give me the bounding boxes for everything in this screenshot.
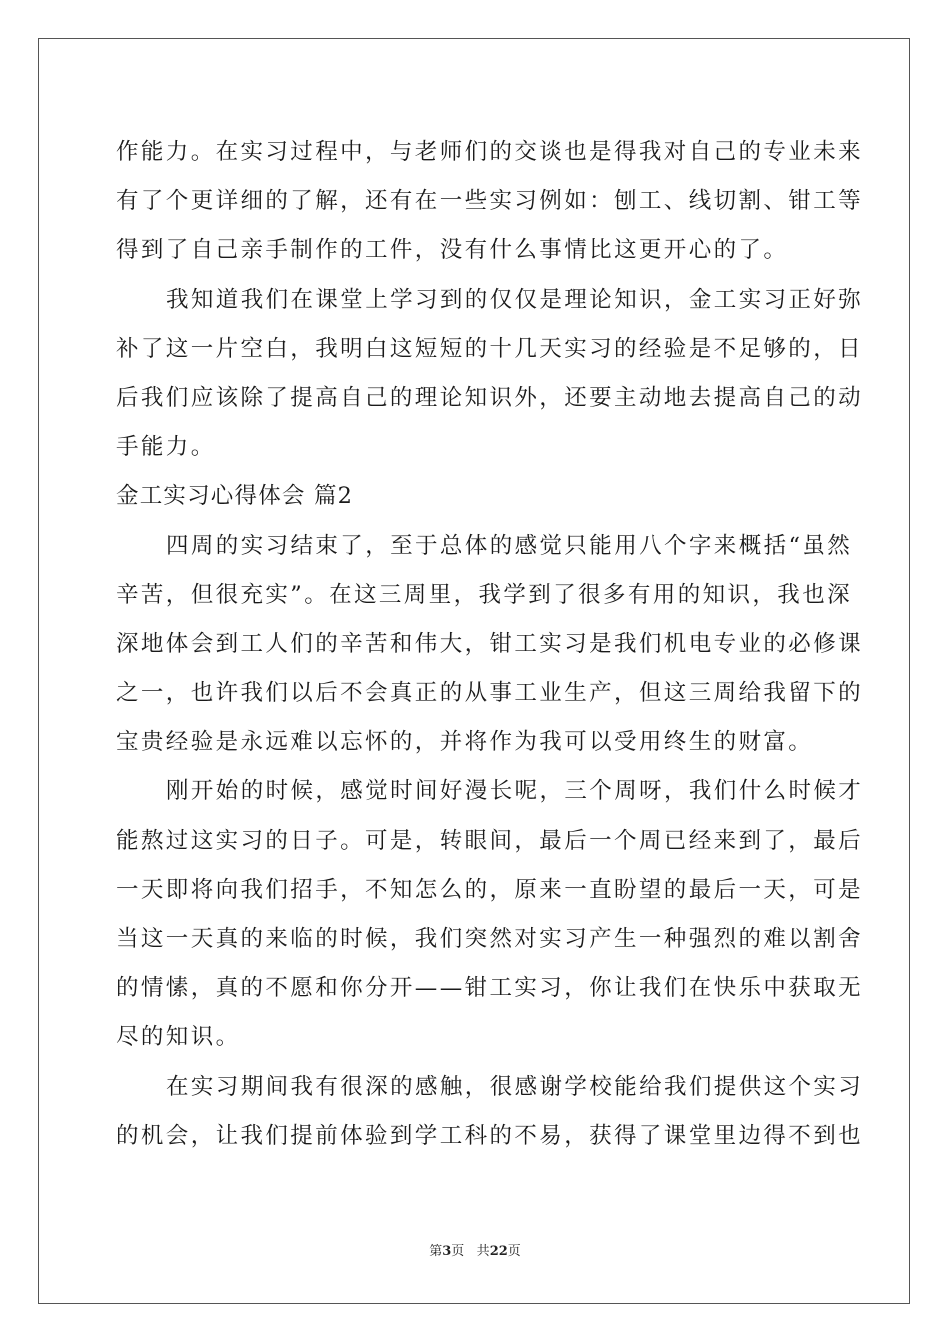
body-text-line: 有了个更详细的了解，还有在一些实习例如：刨工、线切割、钳工等 <box>116 188 864 215</box>
page-prefix: 第 <box>429 1244 443 1259</box>
body-text-line: 当这一天真的来临的时候，我们突然对实习产生一种强烈的难以割舍 <box>116 926 864 952</box>
section-heading: 金工实习心得体会 篇2 <box>116 483 354 510</box>
total-prefix: 共 <box>476 1244 490 1259</box>
body-text-line: 作能力。在实习过程中，与老师们的交谈也是得我对自己的专业未来 <box>116 139 864 165</box>
body-text-line: 后我们应该除了提高自己的理论知识外，还要主动地去提高自己的动 <box>116 384 864 411</box>
document-body <box>116 128 864 1161</box>
body-text-line: 的情愫，真的不愿和你分开——钳工实习，你让我们在快乐中获取无 <box>116 975 864 1002</box>
body-text-line: 的机会，让我们提前体验到学工科的不易，获得了课堂里边得不到也 <box>116 1122 864 1149</box>
body-text-line: 我知道我们在课堂上学习到的仅仅是理论知识，金工实习正好弥 <box>166 286 864 313</box>
page-number: 3 <box>442 1244 452 1259</box>
body-text-line: 尽的知识。 <box>116 1024 241 1051</box>
total-pages: 22 <box>489 1244 508 1259</box>
body-text-line: 刚开始的时候，感觉时间好漫长呢，三个周呀，我们什么时候才 <box>166 778 864 805</box>
body-text-line: 之一，也许我们以后不会真正的从事工业生产，但这三周给我留下的 <box>116 680 864 707</box>
body-text-line: 手能力。 <box>116 434 216 461</box>
body-text-line: 一天即将向我们招手，不知怎么的，原来一直盼望的最后一天，可是 <box>116 876 864 903</box>
body-text-line: 宝贵经验是永远难以忘怀的，并将作为我可以受用终生的财富。 <box>116 729 814 756</box>
page-footer <box>0 1240 950 1259</box>
body-text-line: 在实习期间我有很深的感触，很感谢学校能给我们提供这个实习 <box>166 1073 864 1100</box>
body-text-line: 得到了自己亲手制作的工件，没有什么事情比这更开心的了。 <box>116 237 789 264</box>
page-suffix: 页 <box>451 1244 465 1259</box>
total-suffix: 页 <box>507 1244 521 1259</box>
body-text-line: 四周的实习结束了，至于总体的感觉只能用八个字来概括“虽然 <box>166 532 853 559</box>
body-text-line: 深地体会到工人们的辛苦和伟大，钳工实习是我们机电专业的必修课 <box>116 630 864 657</box>
body-text-line: 辛苦，但很充实”。在这三周里，我学到了很多有用的知识，我也深 <box>116 581 853 608</box>
body-text-line: 补了这一片空白，我明白这短短的十几天实习的经验是不足够的，日 <box>116 335 864 362</box>
body-text-line: 能熬过这实习的日子。可是，转眼间，最后一个周已经来到了，最后 <box>116 827 864 854</box>
